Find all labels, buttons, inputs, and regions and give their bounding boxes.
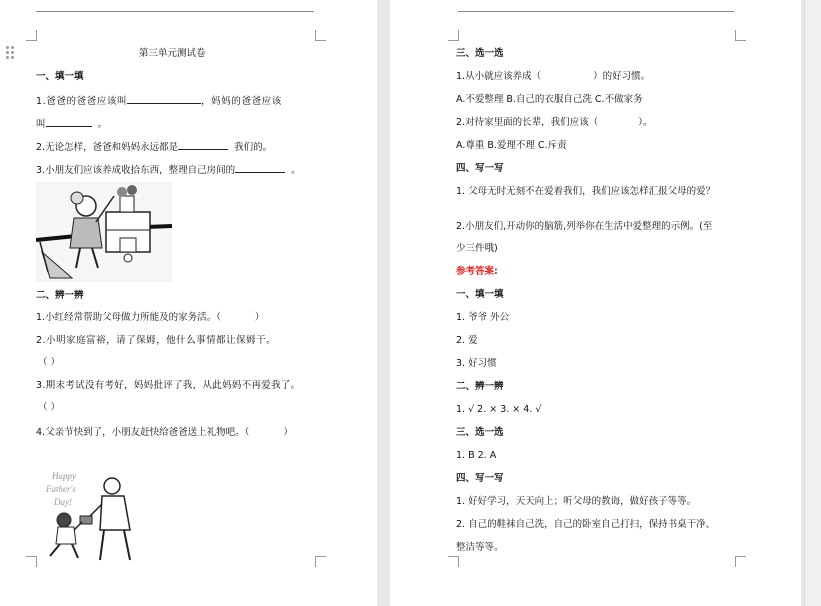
judge-question-1 [36,312,264,324]
illustration-fathers-day [38,464,142,562]
section-heading: 二、辨一辨 [456,381,504,392]
question-text: 2.无论怎样，爸爸和妈妈永远都是 [36,142,179,153]
answer-line: 2. 自己的鞋袜自己洗，自己的卧室自己打扫，保持书桌干净、 [456,519,716,530]
question-2 [36,140,272,154]
question-text: ，妈妈的爸爸应该 [201,96,282,107]
answer-line: 1. √ 2. × 3. × 4. √ [456,404,542,415]
choice-options-2: A.尊重 B.爱理不理 C.斥责 [456,140,567,151]
judge-question-3: 3.期末考试没有考好，妈妈批评了我，从此妈妈不再爱我了。 [36,380,301,391]
margin-corner-mark [448,556,459,567]
write-question-1: 1. 父母无时无刻不在爱着我们，我们应该怎样汇报父母的爱？ [456,186,716,197]
drag-handle-icon[interactable] [6,46,16,60]
margin-corner-mark [26,30,37,41]
answer-line: 1. B 2. A [456,450,497,461]
question-text: 4.父亲节快到了，小朋友赶快给爸爸送上礼物吧。（ [36,427,250,438]
section-heading: 一、填一填 [36,71,84,82]
illustration-child-cleaning [36,182,172,282]
judge-question-4 [36,427,293,439]
question-text: 1.从小就应该养成（ [456,71,542,82]
margin-corner-mark [735,556,746,567]
page-title: 第三单元测试卷 [139,48,206,59]
section-heading: 一、填一填 [456,289,504,300]
document-page-right [390,0,801,606]
answer-blank [178,140,228,150]
section-heading: 四、写一写 [456,163,504,174]
answer-line: 整洁等等。 [456,542,504,553]
question-text: ）的好习惯。 [593,71,651,82]
choice-question-2 [456,117,652,129]
answer-line: 3. 好习惯 [456,358,497,369]
margin-corner-mark [315,556,326,567]
answer-paren: （ ） [38,357,61,368]
margin-corner-mark [735,30,746,41]
question-text: 我们的。 [234,142,273,153]
write-question-2-line-2: 少三件哦) [456,243,498,254]
answer-line: 1. 好好学习，天天向上；听父母的教诲，做好孩子等等。 [456,496,697,507]
question-text: 。 [291,165,301,176]
section-heading: 三、选一选 [456,427,504,438]
margin-corner-mark [448,30,459,41]
margin-corner-mark [26,556,37,567]
question-1-line-1 [36,94,282,108]
answer-key-heading: 参考答案: [456,266,498,277]
header-line [36,11,314,12]
section-heading: 二、辨一辨 [36,290,84,301]
answer-line: 2. 爱 [456,335,478,346]
write-question-2-line-1: 2.小朋友们,开动你的脑筋,列举你在生活中爱整理的示例。(至 [456,221,713,232]
card-text: Father's [46,484,76,494]
card-text: Day! [54,497,72,507]
answer-blank [127,94,201,104]
section-heading: 三、选一选 [456,48,504,59]
question-3 [36,163,301,177]
section-heading: 四、写一写 [456,473,504,484]
answer-line: 1. 爷爷 外公 [456,312,510,323]
answer-blank [235,163,285,173]
card-text: Happy [52,471,76,481]
answer-paren: （ ） [38,402,61,413]
question-1-line-2 [36,117,107,131]
question-text: 2.对待家里面的长辈，我们应该（ [456,117,599,128]
choice-question-1 [456,71,650,83]
choice-options-1: A.不爱整理 B.自己的衣服自己洗 C.不做家务 [456,94,643,105]
question-text: ） [254,312,265,323]
question-text: ） [283,427,293,438]
judge-question-2: 2.小明家庭富裕，请了保姆，他什么事情都让保姆干。 [36,335,277,346]
question-text: ）。 [638,117,653,128]
question-text: 1.小红经常帮助父母做力所能及的家务活。（ [36,312,221,323]
question-text: 。 [97,119,108,130]
document-page-left [0,0,377,606]
header-line [458,11,734,12]
question-text: 1.爸爸的爸爸应该叫 [36,96,128,107]
answer-blank [46,117,92,127]
question-text: 3.小朋友们应该养成收拾东西，整理自己房间的 [36,165,236,176]
question-text: 叫 [36,119,46,130]
vertical-scrollbar[interactable] [804,0,821,606]
margin-corner-mark [315,30,326,41]
